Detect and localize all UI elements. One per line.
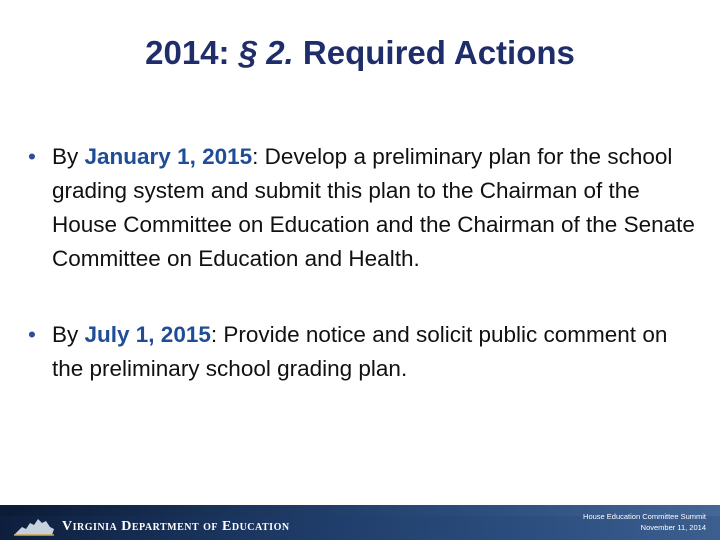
event-name: House Education Committee Summit [583, 512, 706, 521]
bullet-icon: • [28, 144, 36, 169]
event-date: November 11, 2014 [640, 523, 706, 532]
organization-name: Virginia Department of Education [62, 519, 290, 534]
footer-event-info [583, 511, 706, 533]
title-prefix: 2014: [145, 34, 239, 71]
slide-title [0, 34, 720, 72]
bullet-icon: • [28, 322, 36, 347]
footer-bar [0, 505, 720, 540]
title-rest: Required Actions [293, 34, 575, 71]
bullet-deadline: January 1, 2015 [84, 144, 253, 169]
bullet-list [28, 140, 698, 386]
bullet-lead: By [52, 322, 85, 347]
bullet-item-1 [28, 140, 698, 276]
bullet-text: : Develop a preliminary plan for the school grading system and submit this plan to the Chairman of the House Committee on Education and the Chairman of the Senate Committee on Education and Health. [52, 144, 695, 271]
bullet-lead: By [52, 144, 85, 169]
virginia-state-outline-icon [12, 515, 56, 539]
title-section-symbol: § 2. [238, 34, 294, 71]
bullet-item-2 [28, 318, 698, 386]
bullet-text: : Provide notice and solicit public comment on the preliminary school grading plan. [52, 322, 668, 381]
bullet-deadline: July 1, 2015 [84, 322, 211, 347]
